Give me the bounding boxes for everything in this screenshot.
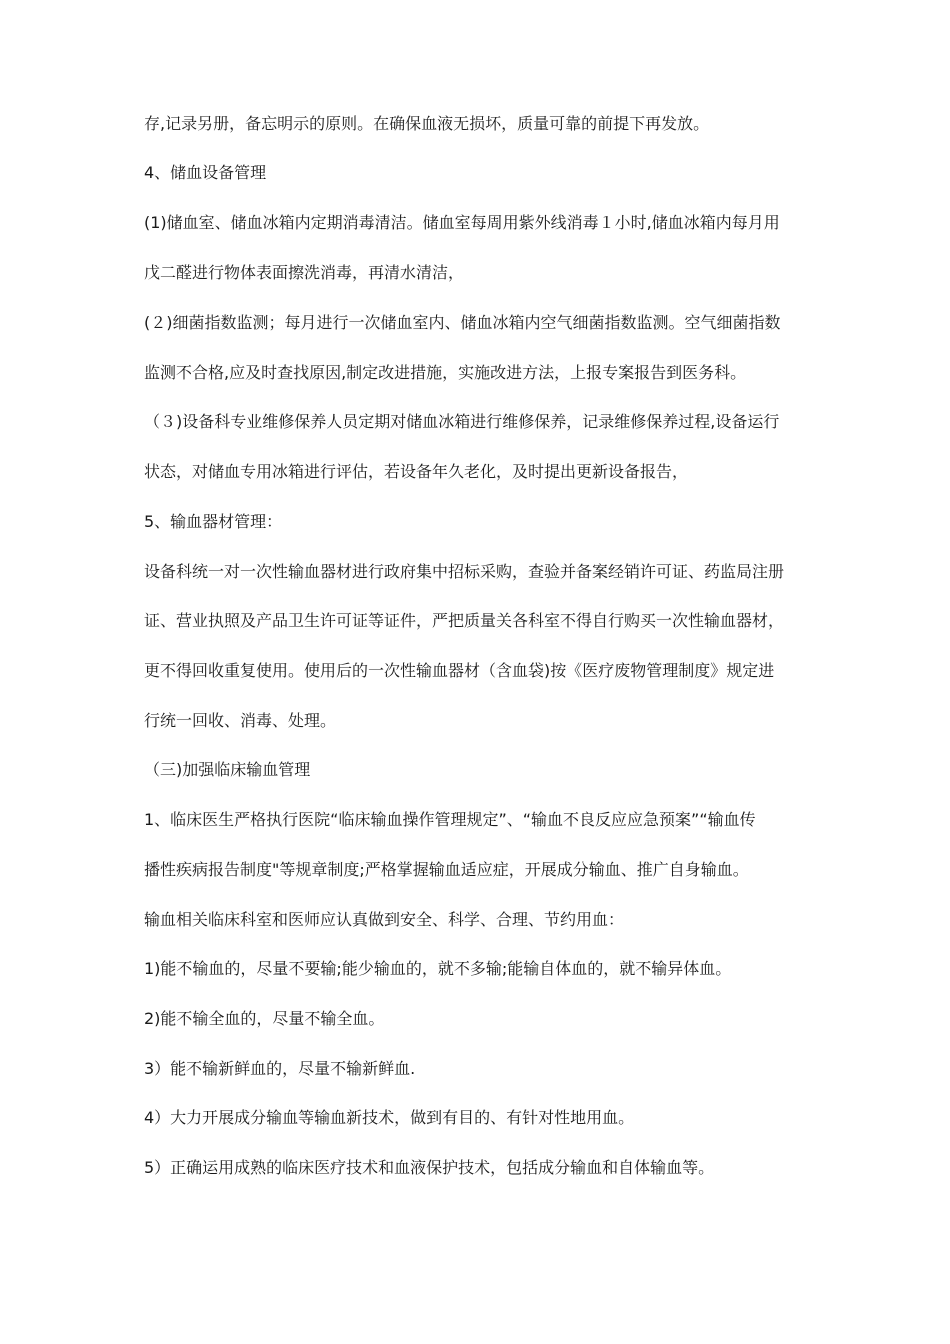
section-heading: 4、储血设备管理 — [144, 163, 267, 182]
list-item: 4）大力开展成分输血等输血新技术，做到有目的、有针对性地用血。 — [144, 1108, 635, 1127]
list-item: 5）正确运用成熟的临床医疗技术和血液保护技术，包括成分输血和自体输血等。 — [144, 1158, 715, 1177]
section-heading: （三)加强临床输血管理 — [144, 760, 311, 779]
text-line: （３)设备科专业维修保养人员定期对储血冰箱进行维修保养，记录维修保养过程,设备运行 — [144, 412, 780, 431]
text-line: 状态，对储血专用冰箱进行评估，若设备年久老化，及时提出更新设备报告， — [144, 462, 689, 481]
text-line: 输血相关临床科室和医师应认真做到安全、科学、合理、节约用血： — [144, 910, 625, 929]
text-line: (２)细菌指数监测；每月进行一次储血室内、储血冰箱内空气细菌指数监测。空气细菌指数 — [144, 313, 781, 332]
text-line: 设备科统一对一次性输血器材进行政府集中招标采购，查验并备案经销许可证、药监局注册 — [144, 562, 785, 581]
text-line: (1)储血室、储血冰箱内定期消毒清洁。储血室每周用紫外线消毒１小时,储血冰箱内每月用 — [144, 213, 780, 232]
text-line: 行统一回收、消毒、处理。 — [144, 711, 337, 730]
text-line: 播性疾病报告制度"等规章制度;严格掌握输血适应症，开展成分输血、推广自身输血。 — [144, 860, 749, 879]
list-item: 2)能不输全血的，尽量不输全血。 — [144, 1009, 385, 1028]
text-line: 存,记录另册，备忘明示的原则。在确保血液无损坏，质量可靠的前提下再发放。 — [144, 114, 710, 133]
text-line: 戊二醛进行物体表面擦洗消毒，再清水清洁， — [144, 263, 465, 282]
section-heading: 5、输血器材管理： — [144, 512, 283, 531]
text-line: 1、临床医生严格执行医院“临床输血操作管理规定”、“输血不良反应应急预案”“输血传 — [144, 810, 756, 829]
list-item: 1)能不输血的，尽量不要输;能少输血的，就不多输;能输自体血的，就不输异体血。 — [144, 959, 732, 978]
text-line: 监测不合格,应及时查找原因,制定改进措施，实施改进方法，上报专案报告到医务科。 — [144, 363, 747, 382]
text-line: 证、营业执照及产品卫生许可证等证件，严把质量关各科室不得自行购买一次性输血器材， — [144, 611, 785, 630]
text-line: 更不得回收重复使用。使用后的一次性输血器材（含血袋)按《医疗废物管理制度》规定进 — [144, 661, 775, 680]
list-item: 3）能不输新鲜血的，尽量不输新鲜血. — [144, 1059, 416, 1078]
